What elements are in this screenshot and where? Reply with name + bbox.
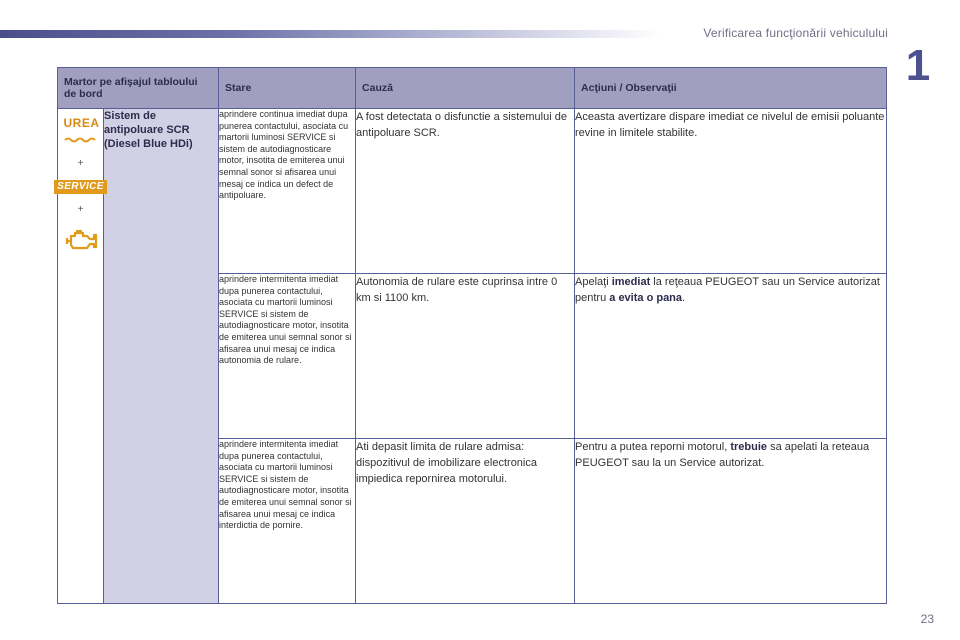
plus-sign: + bbox=[77, 204, 84, 215]
system-name-cell: Sistem de antipoluare SCR (Diesel Blue HDi) bbox=[104, 109, 219, 604]
column-header-indicator: Martor pe afişajul tabloului de bord bbox=[58, 68, 219, 109]
service-warning-icon: SERVICE bbox=[54, 180, 107, 194]
state-cell: aprindere continua imediat dupa punerea contactului, asociata cu martorii luminosi SERVICE si sistem de autodiagnosticare motor, insotita de emiterea unui semnal sonor si afisarea unui mesaj ce indica un defect de antipoluare. bbox=[219, 109, 356, 274]
cause-cell: Autonomia de rulare este cuprinsa intre 0 km si 1100 km. bbox=[356, 274, 575, 439]
column-header-state: Stare bbox=[219, 68, 356, 109]
state-cell: aprindere intermitenta imediat dupa punerea contactului, asociata cu martorii luminosi SERVICE si sistem de autodiagnosticare motor, insotita de emiterea unui semnal sonor si afisarea unui mesaj ce indica interdictia de pornire. bbox=[219, 439, 356, 604]
state-cell: aprindere intermitenta imediat dupa punerea contactului, asociata cu martorii luminosi SERVICE si sistem de autodiagnosticare motor, insotita de emiterea unui semnal sonor si afisarea unui mesaj ce indica autonomia de rulare. bbox=[219, 274, 356, 439]
warning-lights-table bbox=[57, 67, 887, 604]
column-header-action: Acţiuni / Observaţii bbox=[575, 68, 887, 109]
table-header-row bbox=[58, 68, 887, 109]
action-cell: Apelaţi imediat la reţeaua PEUGEOT sau un Service autorizat pentru a evita o pana. bbox=[575, 274, 887, 439]
engine-check-icon bbox=[63, 228, 99, 252]
urea-wave-icon bbox=[64, 137, 98, 143]
table-row bbox=[58, 109, 887, 274]
urea-warning-icon: UREA bbox=[64, 117, 98, 148]
cause-cell: A fost detectata o disfunctie a sistemului de antipoluare SCR. bbox=[356, 109, 575, 274]
column-header-cause: Cauză bbox=[356, 68, 575, 109]
chapter-number: 1 bbox=[905, 41, 931, 90]
plus-sign: + bbox=[77, 158, 84, 169]
header-gradient-bar bbox=[0, 30, 660, 38]
action-cell: Aceasta avertizare dispare imediat ce nivelul de emisii poluante revine in limitele stabilite. bbox=[575, 109, 887, 274]
cause-cell: Ati depasit limita de rulare admisa: dispozitivul de imobilizare electronica impiedica repornirea motorului. bbox=[356, 439, 575, 604]
action-cell: Pentru a putea reporni motorul, trebuie sa apelati la reteaua PEUGEOT sau la un Service autorizat. bbox=[575, 439, 887, 604]
section-title: Verificarea funcţionării vehiculului bbox=[703, 26, 888, 40]
indicator-icons-cell bbox=[58, 109, 104, 604]
page-number: 23 bbox=[920, 612, 934, 626]
